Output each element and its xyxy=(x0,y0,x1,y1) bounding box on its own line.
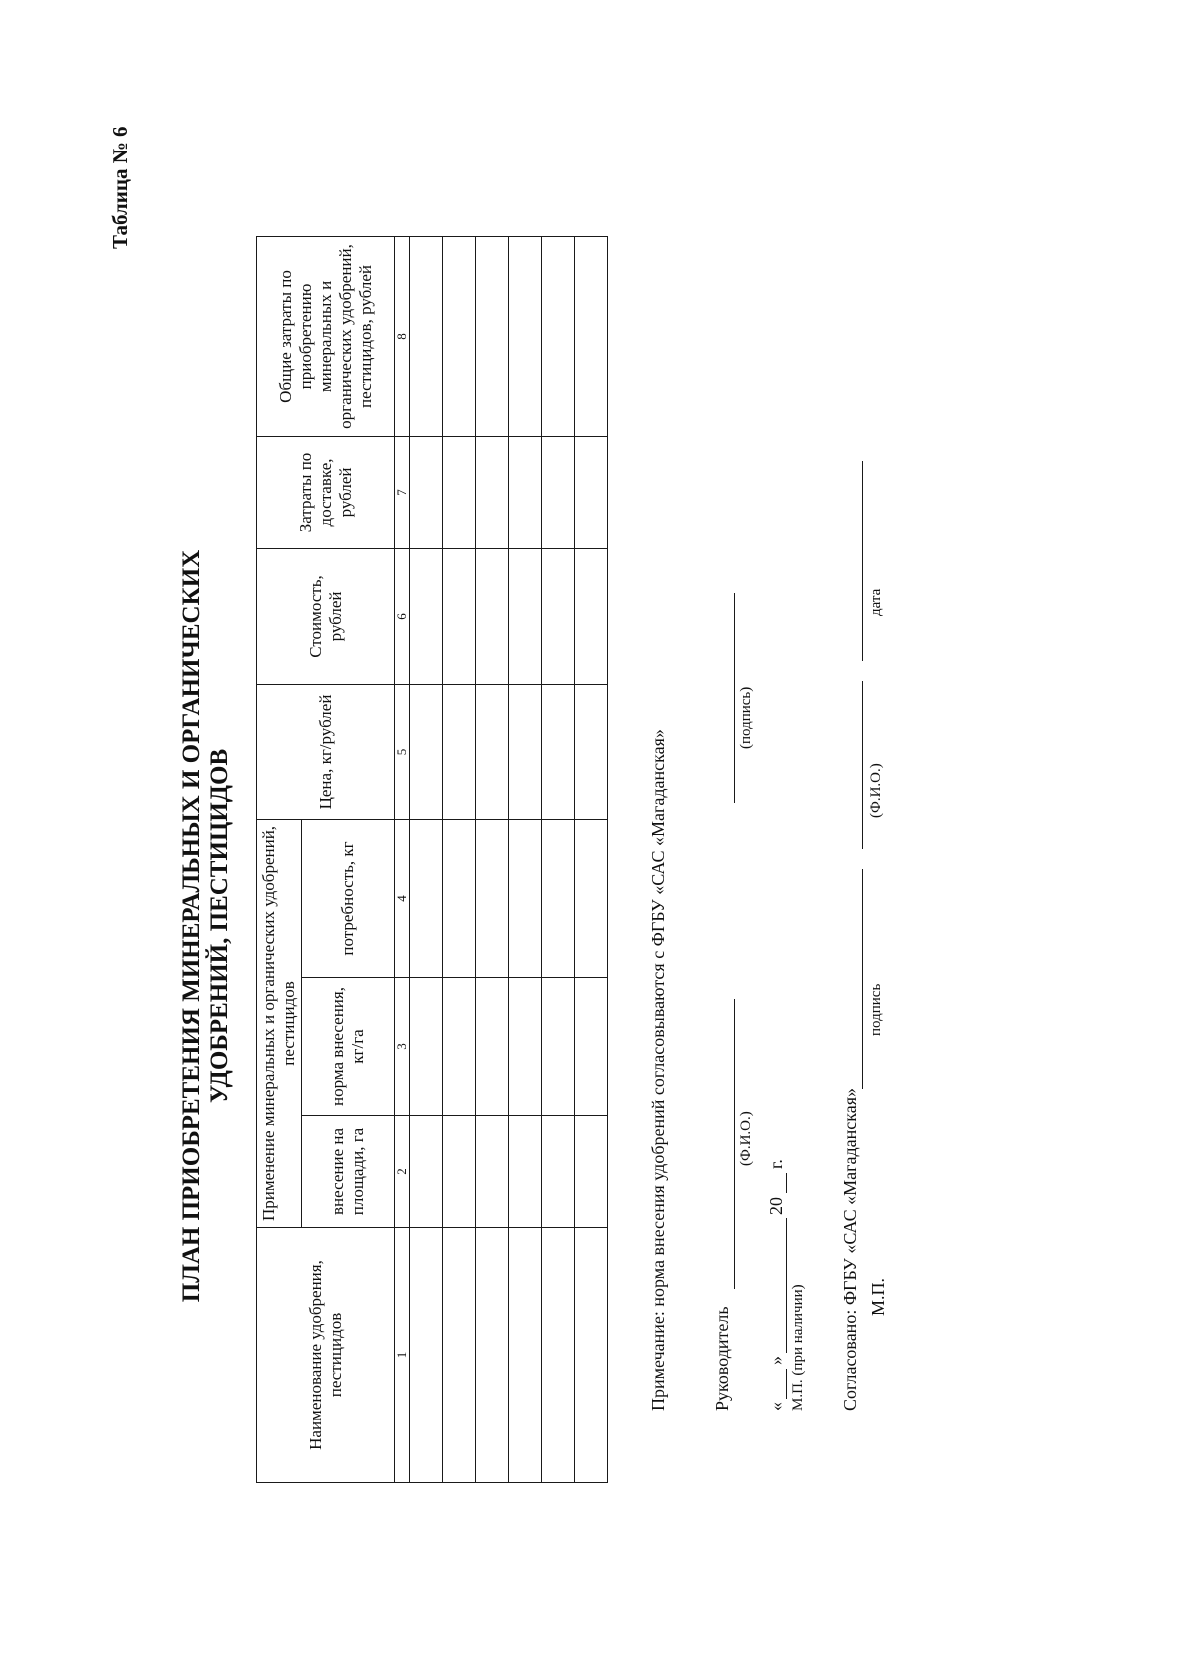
date-quote-open: « xyxy=(766,1402,786,1411)
table-cell[interactable] xyxy=(542,436,575,548)
table-cell[interactable] xyxy=(509,548,542,684)
table-cell[interactable] xyxy=(542,548,575,684)
table-cell[interactable] xyxy=(443,236,476,436)
column-number: 1 xyxy=(395,1228,410,1483)
header-area: внесение на площади, га xyxy=(302,1116,395,1228)
table-cell[interactable] xyxy=(509,236,542,436)
head-stamp-label: М.П. (при наличии) xyxy=(790,1284,806,1411)
table-cell[interactable] xyxy=(410,436,443,548)
table-cell[interactable] xyxy=(443,548,476,684)
approval-signature-caption: подпись xyxy=(868,983,884,1036)
header-name: Наименование удобрения, пестицидов xyxy=(257,1228,395,1483)
plan-table xyxy=(256,236,608,1483)
table-cell[interactable] xyxy=(509,978,542,1116)
approval-fio-caption: (Ф.И.О.) xyxy=(868,763,884,818)
title-line-2: УДОБРЕНИЙ, ПЕСТИЦИДОВ xyxy=(206,748,233,1104)
header-cost: Стоимость, рублей xyxy=(257,548,395,684)
approval-date-line[interactable] xyxy=(862,461,863,661)
table-cell[interactable] xyxy=(410,236,443,436)
approval-stamp: М.П. xyxy=(868,1277,888,1316)
header-need: потребность, кг xyxy=(302,819,395,977)
date-year-prefix: 20 xyxy=(766,1197,786,1215)
header-rate: норма внесения, кг/га xyxy=(302,978,395,1116)
table-cell[interactable] xyxy=(542,684,575,819)
table-cell[interactable] xyxy=(476,978,509,1116)
date-day-line[interactable] xyxy=(786,1369,787,1399)
note-text: Примечание: норма внесения удобрений согласовываются с ФГБУ «САС «Магаданская» xyxy=(648,729,668,1411)
table-cell[interactable] xyxy=(443,978,476,1116)
head-signature-line[interactable] xyxy=(734,593,735,803)
header-total: Общие затраты по приобретению минеральных и органических удобрений, пестицидов, рублей xyxy=(257,236,395,436)
table-cell[interactable] xyxy=(542,819,575,977)
header-delivery: Затраты по доставке, рублей xyxy=(257,436,395,548)
table-row xyxy=(542,236,575,1482)
table-cell[interactable] xyxy=(542,1116,575,1228)
table-cell[interactable] xyxy=(476,1228,509,1483)
table-cell[interactable] xyxy=(410,1116,443,1228)
table-cell[interactable] xyxy=(575,236,608,436)
table-cell[interactable] xyxy=(410,1228,443,1483)
table-cell[interactable] xyxy=(476,684,509,819)
table-row xyxy=(476,236,509,1482)
table-cell[interactable] xyxy=(410,548,443,684)
table-cell[interactable] xyxy=(542,978,575,1116)
table-cell[interactable] xyxy=(575,684,608,819)
table-cell[interactable] xyxy=(509,819,542,977)
approval-signature-line[interactable] xyxy=(862,869,863,1089)
header-application-group: Применение минеральных и органических удобрений, пестицидов xyxy=(257,819,302,1227)
table-cell[interactable] xyxy=(443,1116,476,1228)
date-year-suffix: г. xyxy=(766,1159,786,1169)
table-cell[interactable] xyxy=(410,819,443,977)
title-line-1: ПЛАН ПРИОБРЕТЕНИЯ МИНЕРАЛЬНЫХ И ОРГАНИЧЕСКИХ xyxy=(178,549,205,1303)
table-cell[interactable] xyxy=(509,1116,542,1228)
table-row xyxy=(509,236,542,1482)
column-number-row xyxy=(395,236,410,1482)
table-cell[interactable] xyxy=(575,1228,608,1483)
date-month-line[interactable] xyxy=(786,1218,787,1353)
table-cell[interactable] xyxy=(575,436,608,548)
table-cell[interactable] xyxy=(443,684,476,819)
column-number: 6 xyxy=(395,548,410,684)
table-cell[interactable] xyxy=(443,1228,476,1483)
date-quote-close: » xyxy=(766,1356,786,1365)
table-cell[interactable] xyxy=(575,1116,608,1228)
table-row xyxy=(575,236,608,1482)
table-cell[interactable] xyxy=(542,236,575,436)
table-cell[interactable] xyxy=(443,819,476,977)
head-fio-line[interactable] xyxy=(734,999,735,1289)
table-cell[interactable] xyxy=(476,436,509,548)
table-cell[interactable] xyxy=(410,978,443,1116)
table-cell[interactable] xyxy=(575,978,608,1116)
column-number: 3 xyxy=(395,978,410,1116)
table-cell[interactable] xyxy=(509,436,542,548)
column-number: 8 xyxy=(395,236,410,436)
head-label: Руководитель xyxy=(712,1306,732,1411)
approval-date-caption: дата xyxy=(868,588,884,616)
approval-label: Согласовано: ФГБУ «САС «Магаданская» xyxy=(840,1088,860,1411)
table-cell[interactable] xyxy=(542,1228,575,1483)
table-row xyxy=(443,236,476,1482)
column-number: 2 xyxy=(395,1116,410,1228)
table-cell[interactable] xyxy=(575,548,608,684)
head-fio-caption: (Ф.И.О.) xyxy=(738,1111,754,1166)
table-cell[interactable] xyxy=(509,1228,542,1483)
column-number: 4 xyxy=(395,819,410,977)
table-cell[interactable] xyxy=(410,684,443,819)
head-signature-caption: (подпись) xyxy=(738,686,754,749)
date-year-line[interactable] xyxy=(786,1173,787,1193)
column-number: 5 xyxy=(395,684,410,819)
table-cell[interactable] xyxy=(509,684,542,819)
table-cell[interactable] xyxy=(575,819,608,977)
approval-fio-line[interactable] xyxy=(862,681,863,849)
column-number: 7 xyxy=(395,436,410,548)
header-price: Цена, кг/рублей xyxy=(257,684,395,819)
table-cell[interactable] xyxy=(476,1116,509,1228)
table-cell[interactable] xyxy=(476,236,509,436)
table-cell[interactable] xyxy=(443,436,476,548)
document-title xyxy=(178,371,234,1481)
table-label: Таблица № 6 xyxy=(108,126,132,249)
table-row xyxy=(410,236,443,1482)
table-cell[interactable] xyxy=(476,548,509,684)
table-cell[interactable] xyxy=(476,819,509,977)
